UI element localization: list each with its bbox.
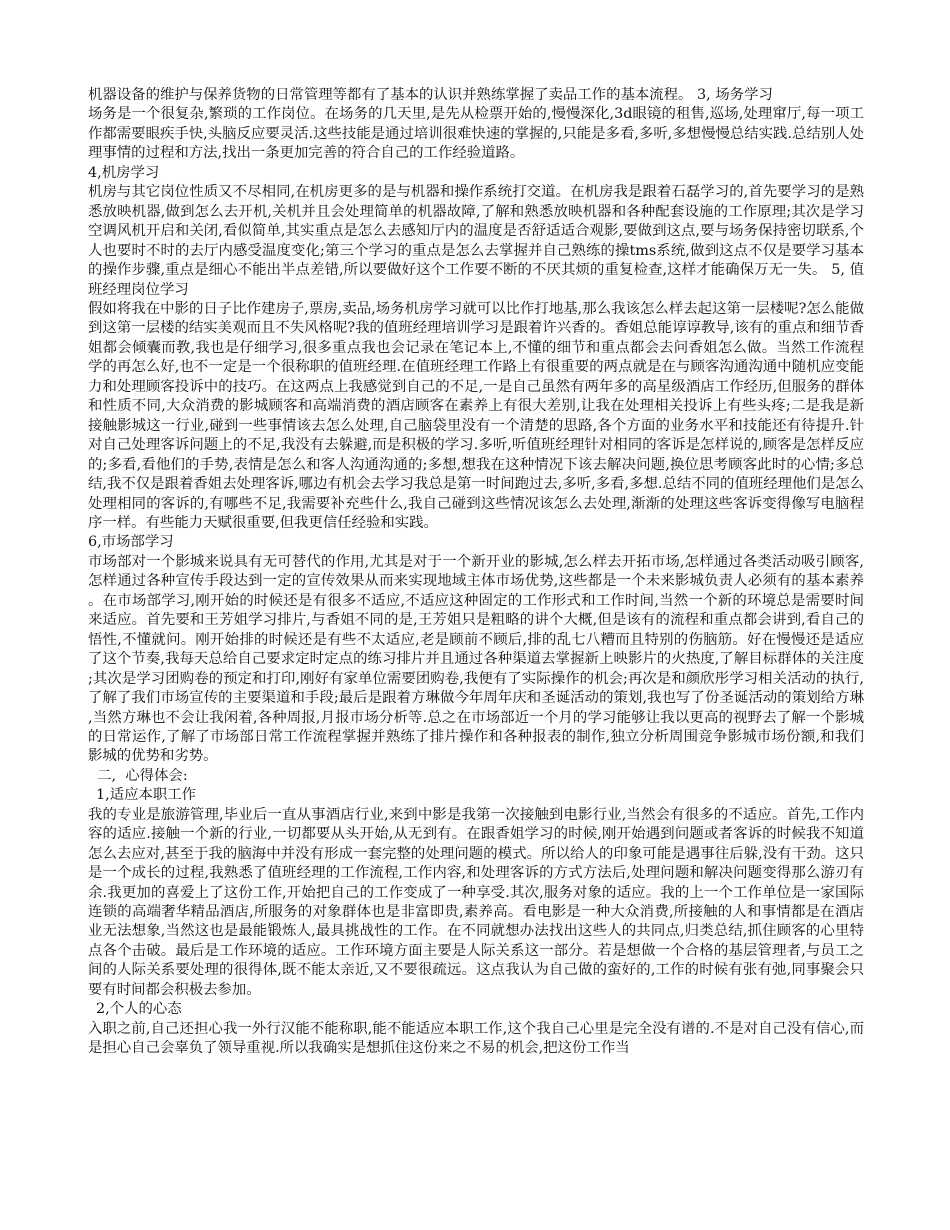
paragraph-marketing: 市场部对一个影城来说具有无可替代的作用,尤其是对于一个新开业的影城,怎么样去开拓市场,怎样通过各类活动吸引顾客,怎样通过各种宣传手段达到一定的宣传效果从而来实现地域主体市场优势,这些都是一个未来影城负责人必须有的基本素养。在市场部学习,刚开始的时候还是有很多不适应,不适应这种固定的工作形式和工作时间,当然一个新的环境总是需要时间来适应。首先要和王芳姐学习排片,与香姐不同的是,王芳姐只是粗略的讲个大概,但是该有的流程和重点都会讲到,看自己的悟性,不懂就问。刚开始排的时候还是有些不太适应,老是顾前不顾后,排的乱七八糟而且特别的伤脑筋。好在慢慢还是适应了这个节奏,我每天总给自己要求定时定点的练习排片并且通过各种渠道去掌握新上映影片的火热度,了解目标群体的关注度;其次是学习团购卷的预定和打印,刚好有家单位需要团购卷,我便有了实际操作的机会;再次是和颜欣彤学习相关活动的执行,了解了我们市场宣传的主要渠道和手段;最后是跟着方琳做今年周年庆和圣诞活动的策划,我也写了份圣诞活动的策划给方琳,当然方琳也不会让我闲着,各种周报,月报市场分析等.总之在市场部近一个月的学习能够让我以更高的视野去了解一个影城的日常运作,了解了市场部日常工作流程掌握并熟练了排片操作和各种报表的制作,独立分析周围竞争影城市场份额,和我们影城的优势和劣势。 bbox=[88, 553, 864, 765]
paragraph-mindset: 入职之前,自己还担心我一外行汉能不能称职,能不能适应本职工作,这个我自己心里是完全没有谱的.不是对自己没有信心,而是担心自己会辜负了领导重视.所以我确实是想抓住这份来之不易的机会,把这份工作当 bbox=[88, 1020, 864, 1057]
subsection-heading-adaptation: 1,适应本职工作 bbox=[96, 787, 197, 804]
paragraph-projection-room: 机房与其它岗位性质又不尽相同,在机房更多的是与机器和操作系统打交道。在机房我是跟着石磊学习的,首先要学习的是熟悉放映机器,做到怎么去开机,关机并且会处理简单的机器故障,了解和熟悉放映机器和各种配套设施的工作原理;其次是学习空调风机开启和关闭,看似简单,其实重点是怎么去感知厅内的温度是否舒适适合观影,要做到这点,要与场务保持密切联系,个人也要时不时的去厅内感受温度变化;第三个学习的重点是怎么去掌握并自己熟练的操tms系统,做到这点不仅是要学习基本的操作步骤,重点是细心不能出半点差错,所以要做好这个工作要不断的不厌其烦的重复检查,这样才能确保万无一失。 5, 值班经理岗位学习 bbox=[88, 184, 864, 298]
section-heading-reflections: 二, 心得体会: bbox=[88, 767, 188, 784]
paragraph-duty-manager: 假如将我在中影的日子比作建房子,票房,卖品,场务机房学习就可以比作打地基,那么我该怎么样去起这第一层楼呢?怎么能做到这第一层楼的结实美观而且不失风格呢?我的值班经理培训学习是跟着许兴香的。香姐总能谆谆教导,该有的重点和细节香姐都会倾囊而教,我也是仔细学习,很多重点我也会记录在笔记本上,不懂的细节和重点都会去问香姐怎么做。当然工作流程学的再怎么好,也不一定是一个很称职的值班经理.在值班经理工作路上有很重要的两点就是在与顾客沟通沟通中随机应变能力和处理顾客投诉中的技巧。在这两点上我感觉到自己的不足,一是自己虽然有两年多的高星级酒店工作经历,但服务的群体和性质不同,大众消费的影城顾客和高端消费的酒店顾客在素养上有很大差别,让我在处理相关投诉上有些头疼;二是我是新接触影城这一行业,碰到一些事情该去怎么处理,自己脑袋里没有一个清楚的思路,各个方面的业务水平和技能还有待提升.针对自己处理客诉问题上的不足,我没有去躲避,而是积极的学习.多听,听值班经理针对相同的客诉是怎样说的,顾客是怎样反应的;多看,看他们的手势,表情是怎么和客人沟通沟通的;多想,想我在这种情况下该去解决问题,换位思考顾客此时的心情;多总结,我不仅是跟着香姐去处理客诉,哪边有机会去学习我总是第一时间跑过去,多听,多看,多想.总结不同的值班经理他们是怎么处理相同的客诉的,有哪些不足,我需要补充些什么,我自己碰到这些情况该怎么去处理,渐渐的处理这些客诉变得像写电脑程序一样。有些能力天赋很重要,但我更信任经验和实践。 bbox=[88, 300, 864, 531]
paragraph-adaptation: 我的专业是旅游管理,毕业后一直从事酒店行业,来到中影是我第一次接触到电影行业,当然会有很多的不适应。首先,工作内容的适应.接触一个新的行业,一切都要从头开始,从无到有。在跟香姐学习的时候,刚开始遇到问题或者客诉的时候我不知道怎么去应对,甚至于我的脑海中并没有形成一套完整的处理问题的模式。所以给人的印象可能是遇事往后躲,没有干劲。这只是一个成长的过程,我熟悉了值班经理的工作流程,工作内容,和处理客诉的方式方法后,处理问题和解决问题变得那么游刃有余.我更加的喜爱上了这份工作,开始把自己的工作变成了一种享受.其次,服务对象的适应。我的上一个工作单位是一家国际连锁的高端奢华精品酒店,所服务的对象群体也是非富即贵,素养高。看电影是一种大众消费,所接触的人和事情都是在酒店业无法想象,当然这也是最能锻炼人,最具挑战性的工作。在不同就想办法找出这些人的共同点,归类总结,抓住顾客的心里特点各个击破。最后是工作环境的适应。工作环境方面主要是人际关系这一部分。若是想做一个合格的基层管理者,与员工之间的人际关系要处理的很得体,既不能太亲近,又不要很疏远。这点我认为自己做的蛮好的,工作的时候有张有弛,同事聚会只要有时间都会积极去参加。 bbox=[88, 806, 864, 998]
document-body bbox=[88, 86, 864, 1059]
section-heading-marketing: 6,市场部学习 bbox=[88, 534, 174, 551]
paragraph-sales-summary: 机器设备的维护与保养货物的日常管理等都有了基本的认识并熟练掌握了卖品工作的基本流程。 3, 场务学习 bbox=[88, 87, 773, 103]
paragraph-floor-service: 场务是一个很复杂,繁琐的工作岗位。在场务的几天里,是先从检票开始的,慢慢深化,3d眼镜的租售,巡场,处理窜厅,每一项工作都需要眼疾手快,头脑反应要灵活.这些技能是通过培训很难快速的掌握的,只能是多看,多听,多想慢慢总结实践.总结别人处理事情的过程和方法,找出一条更加完善的符合自己的工作经验道路。 bbox=[88, 106, 864, 162]
section-heading-projection-room: 4,机房学习 bbox=[88, 164, 160, 181]
subsection-heading-mindset: 2,个人的心态 bbox=[96, 1001, 182, 1018]
